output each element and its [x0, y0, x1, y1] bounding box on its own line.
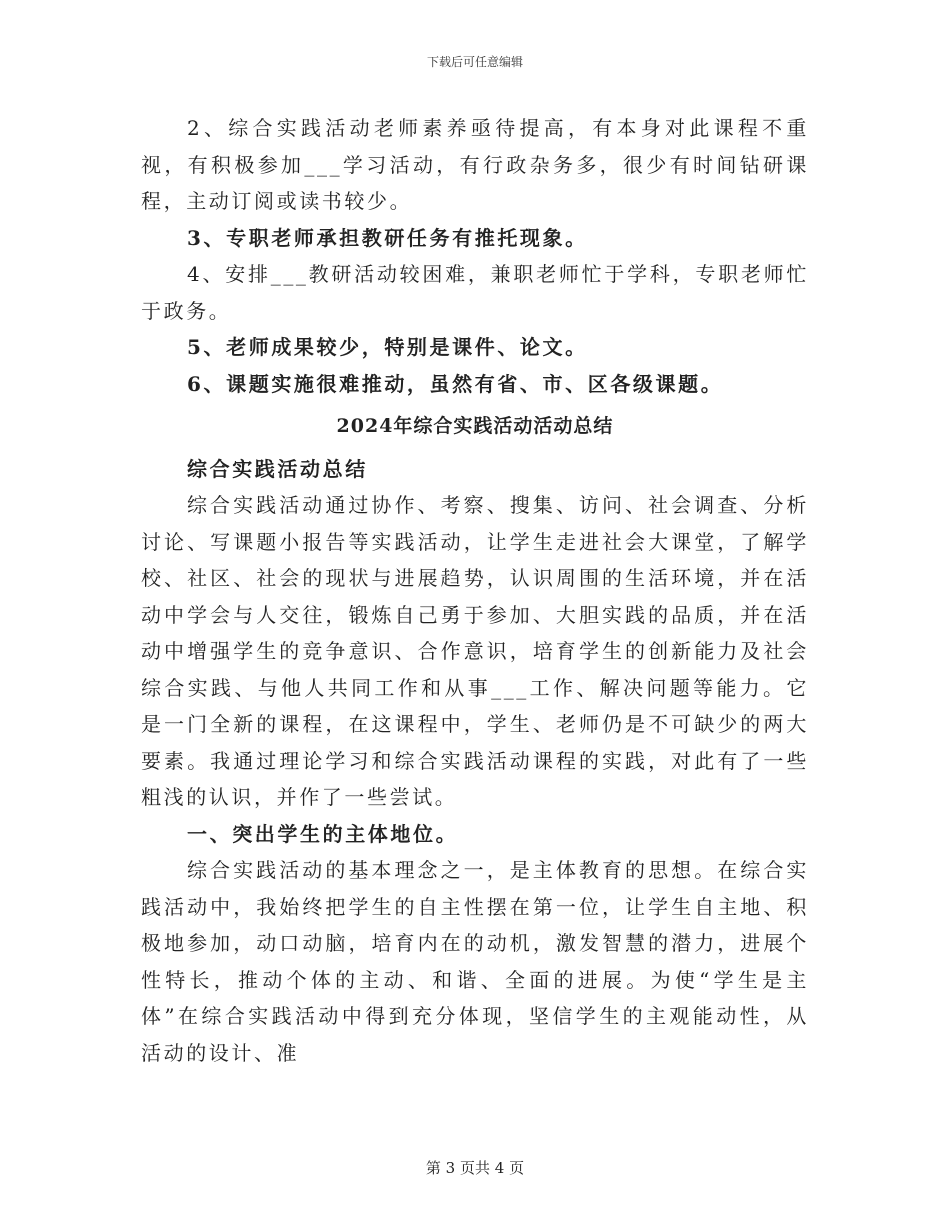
summary-paragraph: 综合实践活动通过协作、考察、搜集、访问、社会调查、分析讨论、写课题小报告等实践活动，让学生走进社会大课堂，了解学校、社区、社会的现状与进展趋势，认识周围的生活环境，并在活动中学会与人交往，锻炼自己勇于参加、大胆实践的品质，并在活动中增强学生的竞争意识、合作意识，培育学生的创新能力及社会综合实践、与他人共同工作和从事___工作、解决问题等能力。它是一门全新的课程，在这课程中，学生、老师仍是不可缺少的两大要素。我通过理论学习和综合实践活动课程的实践，对此有了一些粗浅的认识，并作了一些尝试。: [141, 493, 809, 809]
paragraph-2: 2、综合实践活动老师素养亟待提高，有本身对此课程不重视，有积极参加___学习活动，有行政杂务多，很少有时间钻研课程，主动订阅或读书较少。: [141, 116, 809, 213]
paragraph-3: 3、专职老师承担教研任务有推托现象。: [187, 225, 588, 250]
paragraph-4: 4、安排___教研活动较困难，兼职老师忙于学科，专职老师忙于政务。: [141, 262, 809, 323]
document-body: [141, 110, 809, 1071]
page-footer: 第 3 页共 4 页: [425, 1159, 525, 1177]
section-heading-1: 一、突出学生的主体地位。: [187, 821, 459, 846]
paragraph-5: 5、老师成果较少，特别是课件、论文。: [187, 335, 588, 359]
paragraph-6: 6、课题实施很难推动，虽然有省、市、区各级课题。: [187, 371, 724, 396]
section-1-paragraph: 综合实践活动的基本理念之一，是主体教育的思想。在综合实践活动中，我始终把学生的自主性摆在第一位，让学生自主地、积极地参加，动口动脑，培育内在的动机，激发智慧的潜力，进展个性特长，推动个体的主动、和谐、全面的进展。为使“学生是主体”在综合实践活动中得到充分体现，坚信学生的主观能动性，从活动的设计、准: [141, 858, 809, 1065]
page-header: 下载后可任意编辑: [426, 55, 523, 69]
summary-heading: 综合实践活动总结: [187, 456, 368, 481]
section-title: 2024年综合实践活动活动总结: [336, 415, 614, 437]
